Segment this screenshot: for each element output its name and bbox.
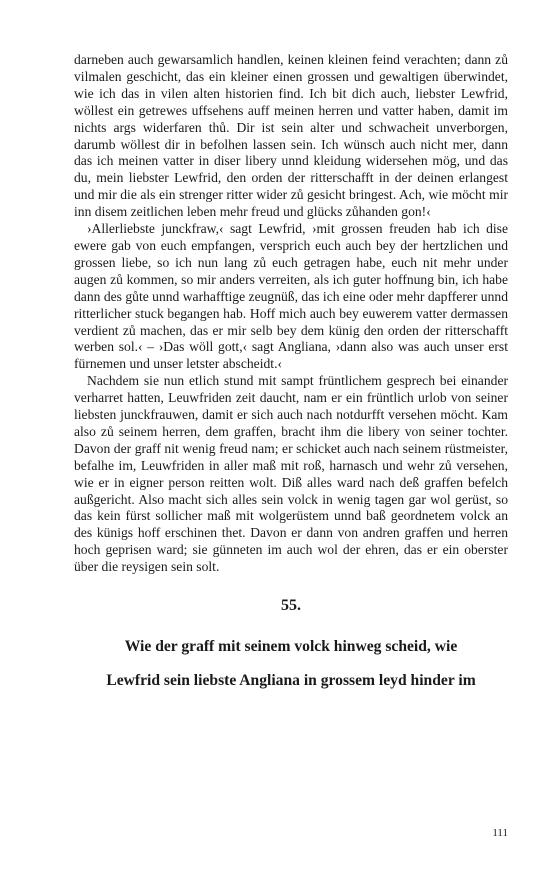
chapter-title-line: Wie der graff mit seinem volck hinweg scheid, wie [124, 638, 458, 656]
paragraph: darneben auch gewarsamlich handlen, keinen kleinen feind verachten; dann zů vilmalen geschicht, das ein kleiner einen grossen und gewaltigen überwindet, wie ich das in vilen alten historien find. Ich bit dich auch, liebster Lewfrid, wöllest ein getrewes uffsehens auff meinen herren und vatter haben, damit im nichts args widerfaren thů. Dir ist sein alter und schwacheit unverborgen, darumb wöllest dir in befolhen lassen sein. Ich wünsch auch nicht mer, dann das ich meinen vatter in diser libery unnd kleidung widersehen mög, und das du, mein liebster Lewfrid, den orden der ritterschafft in der deinen erlangest und mir die als ein strenger ritter wider zů gesicht bringest. Ach, wie möcht mir inn disem zeitlichen leben mehr freud und glücks zůhanden gon!‹ [74, 52, 508, 220]
page-number: 111 [492, 827, 508, 839]
chapter-number: 55. [281, 597, 301, 615]
chapter-title-line: Lewfrid sein liebste Angliana in grossem leyd hinder im [106, 672, 476, 690]
body-text [74, 52, 508, 576]
paragraph: ›Allerliebste junckfraw,‹ sagt Lewfrid, ›mit grossen freuden hab ich dise ewere gab von euch empfangen, versprich euch auch bey der hertzlichen und grossen liebe, so ich nun lang zů euch getragen habe, euch nit mehr under augen zů kommen, so mir anders verreiten, als ich guter hoffnung bin, ich habe dann des gůte unnd warhafftige zeugnüß, das ich eine oder mehr dapfferer unnd ritterlicher stuck begangen hab. Hoff mich auch bey euwerem vatter dermassen verdient zů machen, das er mir selb bey dem künig den orden der ritterschafft werben sol.‹ – ›Das wöll gott,‹ sagt Angliana, ›dann also was auch unser erst fürnemen und unser letster abscheidt.‹ [74, 221, 508, 372]
chapter-title [74, 630, 508, 698]
paragraph: Nachdem sie nun etlich stund mit sampt früntlichem gesprech bei einander verharret hatten, Leuwfriden zeit daucht, nam er ein früntlich urlob von seiner liebsten junckfrauwen, damit er sich auch nach notdurfft versehen möcht. Kam also zů seinem herren, dem graffen, bracht ihm die libery von seiner tochter. Davon der graff nit wenig freud nam; er schicket auch nach seinem rüstmeister, befalhe im, Leuwfriden in aller maß mit roß, harnasch und wehr zů versehen, wie er in eigner person reitten wolt. Diß alles ward nach deß graffen befelch außgericht. Also macht sich alles sein volck in wenig tagen gar wol gerüst, so das kein fürst sollicher maß mit wolgerüstem unnd baß geordnetem volck an des künigs hoff erschinen thet. Davon er dann von andren graffen und herren hoch geprisen ward; sie günneten im auch wol der ehren, das er ein oberster über die reysigen sein solt. [74, 373, 508, 575]
book-page [74, 52, 508, 698]
